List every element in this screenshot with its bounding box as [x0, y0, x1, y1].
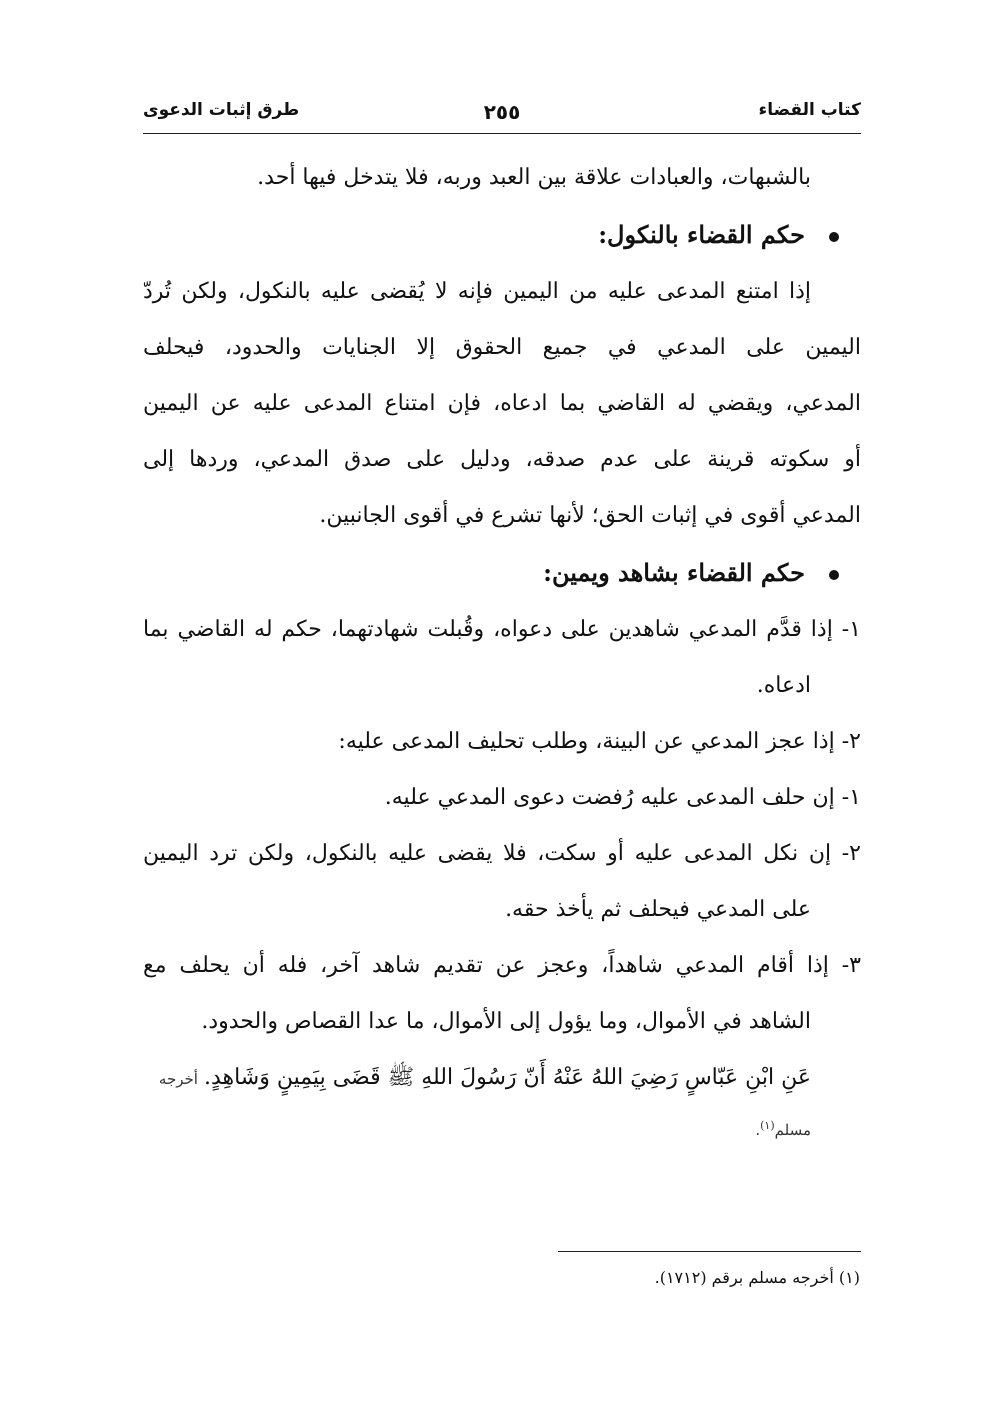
hadith-source: أخرجه [158, 1070, 198, 1088]
sub-item-line: ٢- إن نكل المدعى عليه أو سكت، فلا يقضى عليه بالنكول، ولكن ترد اليمين [143, 841, 861, 866]
list-item-line: ٣- إذا أقام المدعي شاهداً، وعجز عن تقديم شاهد آخر، فله أن يحلف مع [143, 953, 861, 978]
paragraph-line: أو سكوته قرينة على عدم صدقه، ودليل على صدق المدعي، وردها إلى [143, 447, 861, 472]
bullet-icon [829, 570, 839, 580]
sub-item-line: ١- إن حلف المدعى عليه رُفضت دعوى المدعي عليه. [384, 785, 861, 810]
hadith-text: عَنِ ابْنِ عَبّاسٍ رَضِيَ اللهُ عَنْهُ أَنّ رَسُولَ اللهِ ﷺ قَضَى بِيَمِينٍ وَشَاهِدٍ. [203, 1065, 811, 1090]
section-heading-text: حكم القضاء بالنكول: [598, 220, 805, 249]
footnote-ref[interactable]: (١) [760, 1119, 775, 1132]
list-item-line: الشاهد في الأموال، وما يؤول إلى الأموال، ما عدا القصاص والحدود. [201, 1009, 811, 1034]
section-heading-witness-oath [143, 544, 861, 602]
page-number: ٢٥٥ [483, 100, 521, 124]
paragraph-line: المدعي، ويقضي له القاضي بما ادعاه، فإن امتناع المدعى عليه عن اليمين [143, 391, 861, 416]
list-item-line: ادعاه. [756, 673, 811, 698]
paragraph-line: اليمين على المدعي في جميع الحقوق إلا الجنايات والحدود، فيحلف [143, 335, 861, 360]
header-rule [143, 133, 861, 134]
section-heading-nukul [143, 206, 861, 264]
list-item-line: ١- إذا قدَّم المدعي شاهدين على دعواه، وقُبلت شهادتهما، حكم له القاضي بما [143, 617, 861, 642]
footnote-rule [558, 1251, 861, 1252]
section-heading-text: حكم القضاء بشاهد ويمين: [543, 558, 805, 587]
paragraph-line: المدعي أقوى في إثبات الحق؛ لأنها تشرع في أقوى الجانبين. [319, 503, 861, 528]
sub-item-line: على المدعي فيحلف ثم يأخذ حقه. [505, 897, 811, 922]
paragraph-line: إذا امتنع المدعى عليه من اليمين فإنه لا يُقضى عليه بالنكول، ولكن تُردّ [143, 279, 811, 304]
book-title: كتاب القضاء [758, 100, 861, 120]
list-item-line: ٢- إذا عجز المدعي عن البينة، وطلب تحليف المدعى عليه: [338, 729, 861, 754]
hadith-source-name: مسلم [774, 1121, 811, 1139]
hadith-end: . [755, 1121, 761, 1139]
page-body [143, 150, 861, 1146]
intro-line: بالشبهات، والعبادات علاقة بين العبد وربه، فلا يتدخل فيها أحد. [257, 165, 811, 190]
footnote: (١) أخرجه مسلم برقم (١٧١٢). [654, 1268, 860, 1287]
hadith-source-line [143, 1106, 861, 1146]
hadith-line [143, 1050, 861, 1106]
running-header [143, 100, 861, 132]
chapter-title: طرق إثبات الدعوى [143, 100, 300, 120]
bullet-icon [829, 232, 839, 242]
